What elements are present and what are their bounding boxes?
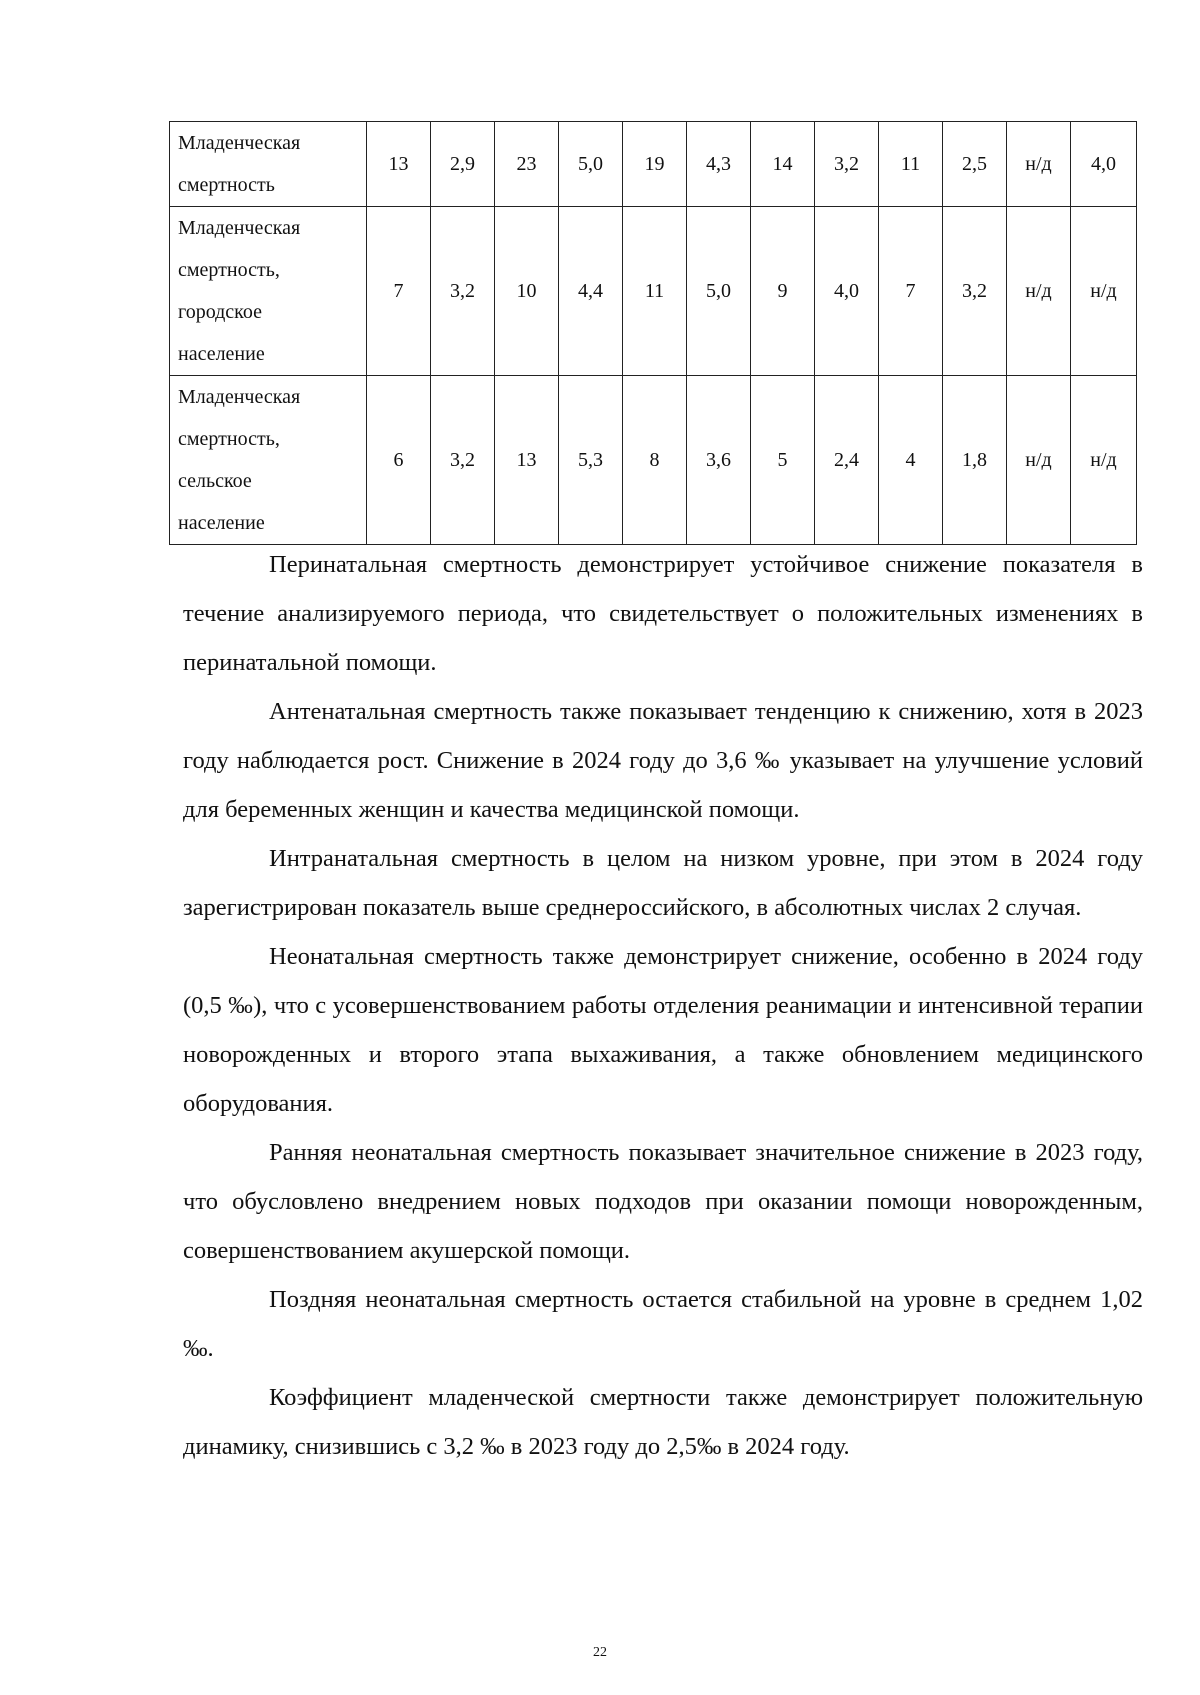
paragraph: Перинатальная смертность демонстрирует устойчивое снижение показателя в течение анализируемого периода, что свидетельствует о положительных изменениях в перинатальной помощи.	[183, 551, 1143, 676]
table-cell: н/д	[1071, 207, 1137, 376]
table-cell: 5,3	[559, 376, 623, 545]
body-text	[183, 540, 1143, 1471]
table-cell: 11	[879, 122, 943, 207]
table-cell: 3,6	[687, 376, 751, 545]
table-cell: н/д	[1007, 376, 1071, 545]
table-cell: 4,3	[687, 122, 751, 207]
table-cell: 7	[367, 207, 431, 376]
table-cell: н/д	[1007, 207, 1071, 376]
row-label	[170, 122, 367, 207]
table-row	[170, 122, 1137, 207]
paragraph: Неонатальная смертность также демонстрирует снижение, особенно в 2024 году (0,5 ‰), что с усовершенствованием работы отделения реанимации и интенсивной терапии новорожденных и второго этапа выхаживания, а также обновлением медицинского оборудования.	[183, 943, 1143, 1117]
row-label	[170, 207, 367, 376]
table-cell: 5,0	[687, 207, 751, 376]
table-cell: 14	[751, 122, 815, 207]
row-label-line: сельское	[178, 470, 252, 492]
table-cell: 13	[367, 122, 431, 207]
table-cell: 4	[879, 376, 943, 545]
table-row	[170, 376, 1137, 545]
table-cell: 7	[879, 207, 943, 376]
paragraph: Ранняя неонатальная смертность показывает значительное снижение в 2023 году, что обусловлено внедрением новых подходов при оказании помощи новорожденным, совершенствованием акушерской помощи.	[183, 1139, 1143, 1264]
table-cell: 2,4	[815, 376, 879, 545]
table-cell: 4,0	[815, 207, 879, 376]
paragraph: Поздняя неонатальная смертность остается стабильной на уровне в среднем 1,02 ‰.	[183, 1286, 1143, 1362]
table-cell: 9	[751, 207, 815, 376]
table-cell: 3,2	[431, 207, 495, 376]
table-cell: 4,4	[559, 207, 623, 376]
table-cell: 8	[623, 376, 687, 545]
row-label-line: население	[178, 512, 265, 534]
row-label-line: смертность	[178, 174, 275, 196]
row-label-line: Младенческая	[178, 217, 301, 239]
table-cell: 19	[623, 122, 687, 207]
table-row	[170, 207, 1137, 376]
mortality-table	[169, 121, 1137, 545]
table-cell: 23	[495, 122, 559, 207]
row-label-line: Младенческая	[178, 132, 301, 154]
page-number: 22	[593, 1645, 607, 1660]
paragraph: Интранатальная смертность в целом на низком уровне, при этом в 2024 году зарегистрирован показатель выше среднероссийского, в абсолютных числах 2 случая.	[183, 845, 1143, 921]
table-cell: 3,2	[431, 376, 495, 545]
row-label-line: Младенческая	[178, 386, 301, 408]
table-cell: 5,0	[559, 122, 623, 207]
table-cell: н/д	[1071, 376, 1137, 545]
row-label-line: смертность,	[178, 259, 280, 281]
table-cell: 11	[623, 207, 687, 376]
table-cell: 13	[495, 376, 559, 545]
table-cell: 6	[367, 376, 431, 545]
row-label-line: население	[178, 343, 265, 365]
paragraph: Антенатальная смертность также показывает тенденцию к снижению, хотя в 2023 году наблюдается рост. Снижение в 2024 году до 3,6 ‰ указывает на улучшение условий для беременных женщин и качества медицинской помощи.	[183, 698, 1143, 823]
table-cell: 1,8	[943, 376, 1007, 545]
row-label	[170, 376, 367, 545]
table-cell: 10	[495, 207, 559, 376]
table-cell: 4,0	[1071, 122, 1137, 207]
table-cell: 3,2	[815, 122, 879, 207]
table-cell: 2,9	[431, 122, 495, 207]
table-cell: 5	[751, 376, 815, 545]
table-cell: н/д	[1007, 122, 1071, 207]
row-label-line: смертность,	[178, 428, 280, 450]
table-cell: 3,2	[943, 207, 1007, 376]
paragraph: Коэффициент младенческой смертности также демонстрирует положительную динамику, снизившись с 3,2 ‰ в 2023 году до 2,5‰ в 2024 году.	[183, 1384, 1143, 1460]
table-cell: 2,5	[943, 122, 1007, 207]
row-label-line: городское	[178, 301, 263, 323]
